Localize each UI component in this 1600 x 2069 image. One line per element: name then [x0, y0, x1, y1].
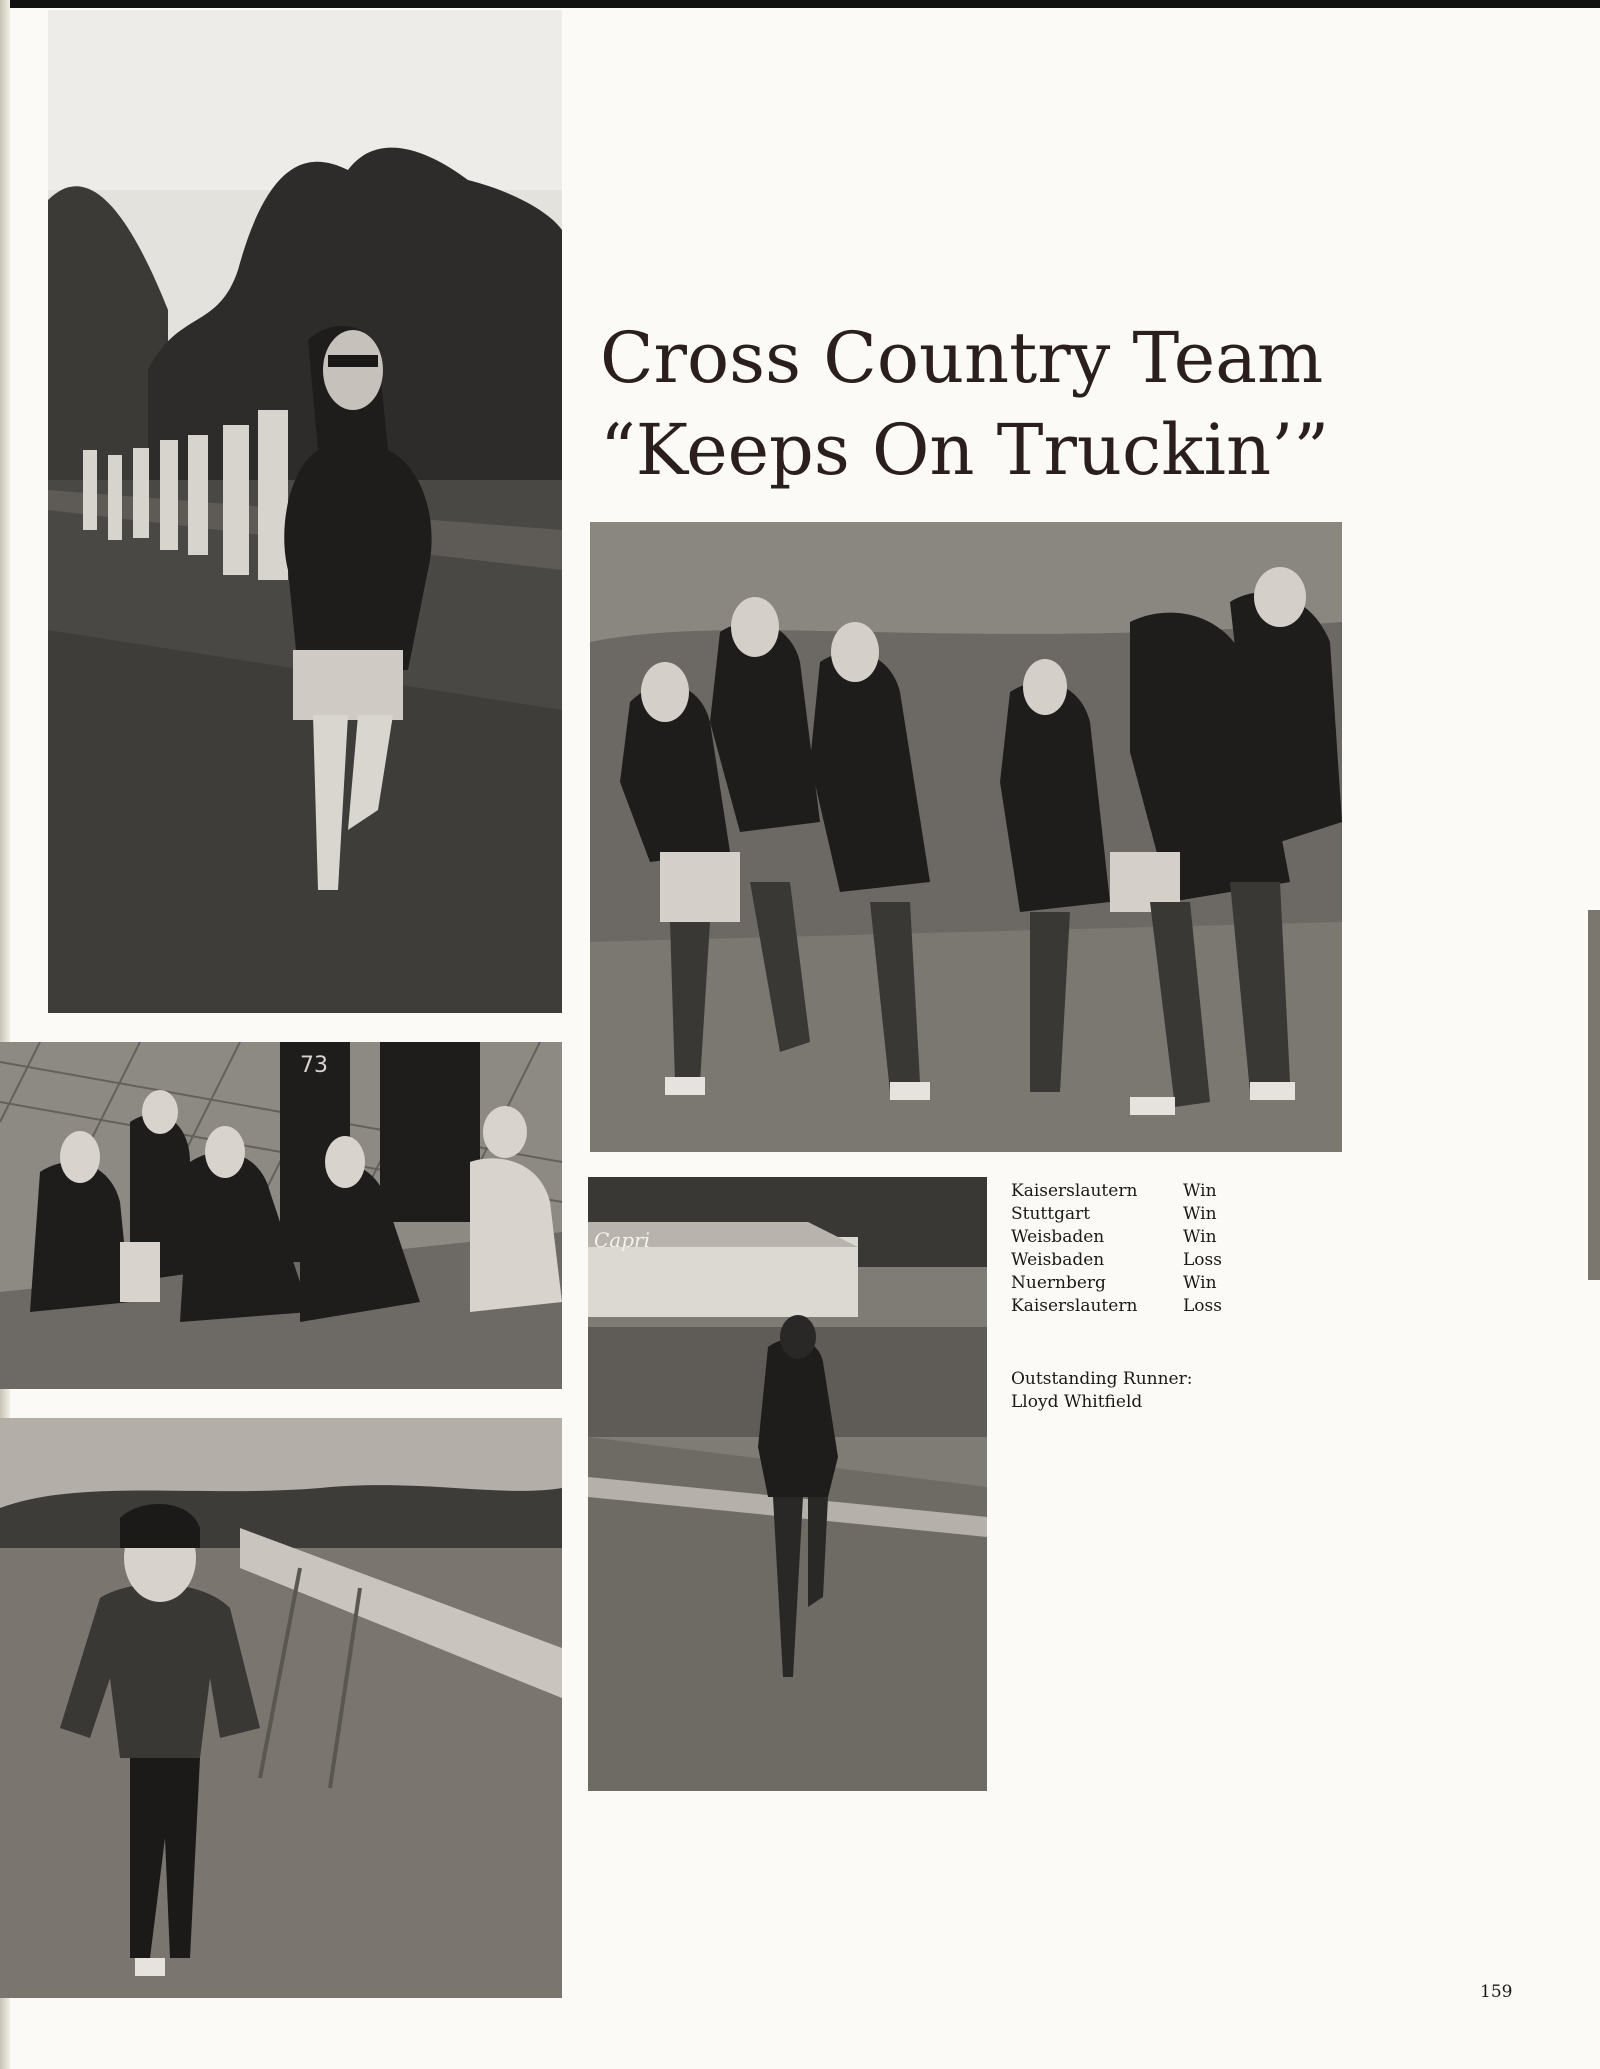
bib-number-text: 73 — [300, 1053, 328, 1078]
outstanding-runner — [1011, 1368, 1192, 1414]
result-row — [1011, 1180, 1243, 1203]
result-outcome: Win — [1183, 1204, 1217, 1224]
result-team: Nuernberg — [1011, 1273, 1106, 1293]
result-row — [1011, 1226, 1243, 1249]
title-line-2: “Keeps On Truckin’” — [600, 409, 1330, 491]
result-outcome: Win — [1183, 1227, 1217, 1247]
outstanding-label: Outstanding Runner: — [1011, 1369, 1193, 1389]
title-line-1: Cross Country Team — [600, 317, 1324, 399]
result-outcome: Loss — [1183, 1250, 1222, 1270]
page-edge-tab — [1588, 910, 1600, 1280]
result-team: Kaiserslautern — [1011, 1296, 1138, 1316]
results-list — [1011, 1180, 1243, 1318]
result-row — [1011, 1203, 1243, 1226]
photo-runner-in-jacket — [0, 1418, 562, 1998]
photo-spectators-on-hill — [0, 1042, 562, 1389]
page-number: 159 — [1480, 1982, 1513, 2002]
result-team: Kaiserslautern — [1011, 1181, 1138, 1201]
photo-race-start — [590, 522, 1342, 1152]
result-row — [1011, 1249, 1243, 1272]
building-sign-text: Capri — [594, 1228, 650, 1252]
result-team: Stuttgart — [1011, 1204, 1091, 1224]
result-row — [1011, 1295, 1243, 1318]
result-team: Weisbaden — [1011, 1250, 1105, 1270]
result-outcome: Win — [1183, 1273, 1217, 1293]
page-title — [600, 312, 1360, 496]
result-outcome: Win — [1183, 1181, 1217, 1201]
outstanding-name: Lloyd Whitfield — [1011, 1392, 1143, 1412]
photo-runners-on-track — [48, 10, 562, 1013]
result-row — [1011, 1272, 1243, 1295]
page-top-edge — [0, 0, 1600, 8]
photo-outstanding-runner — [588, 1177, 987, 1791]
result-team: Weisbaden — [1011, 1227, 1105, 1247]
result-outcome: Loss — [1183, 1296, 1222, 1316]
